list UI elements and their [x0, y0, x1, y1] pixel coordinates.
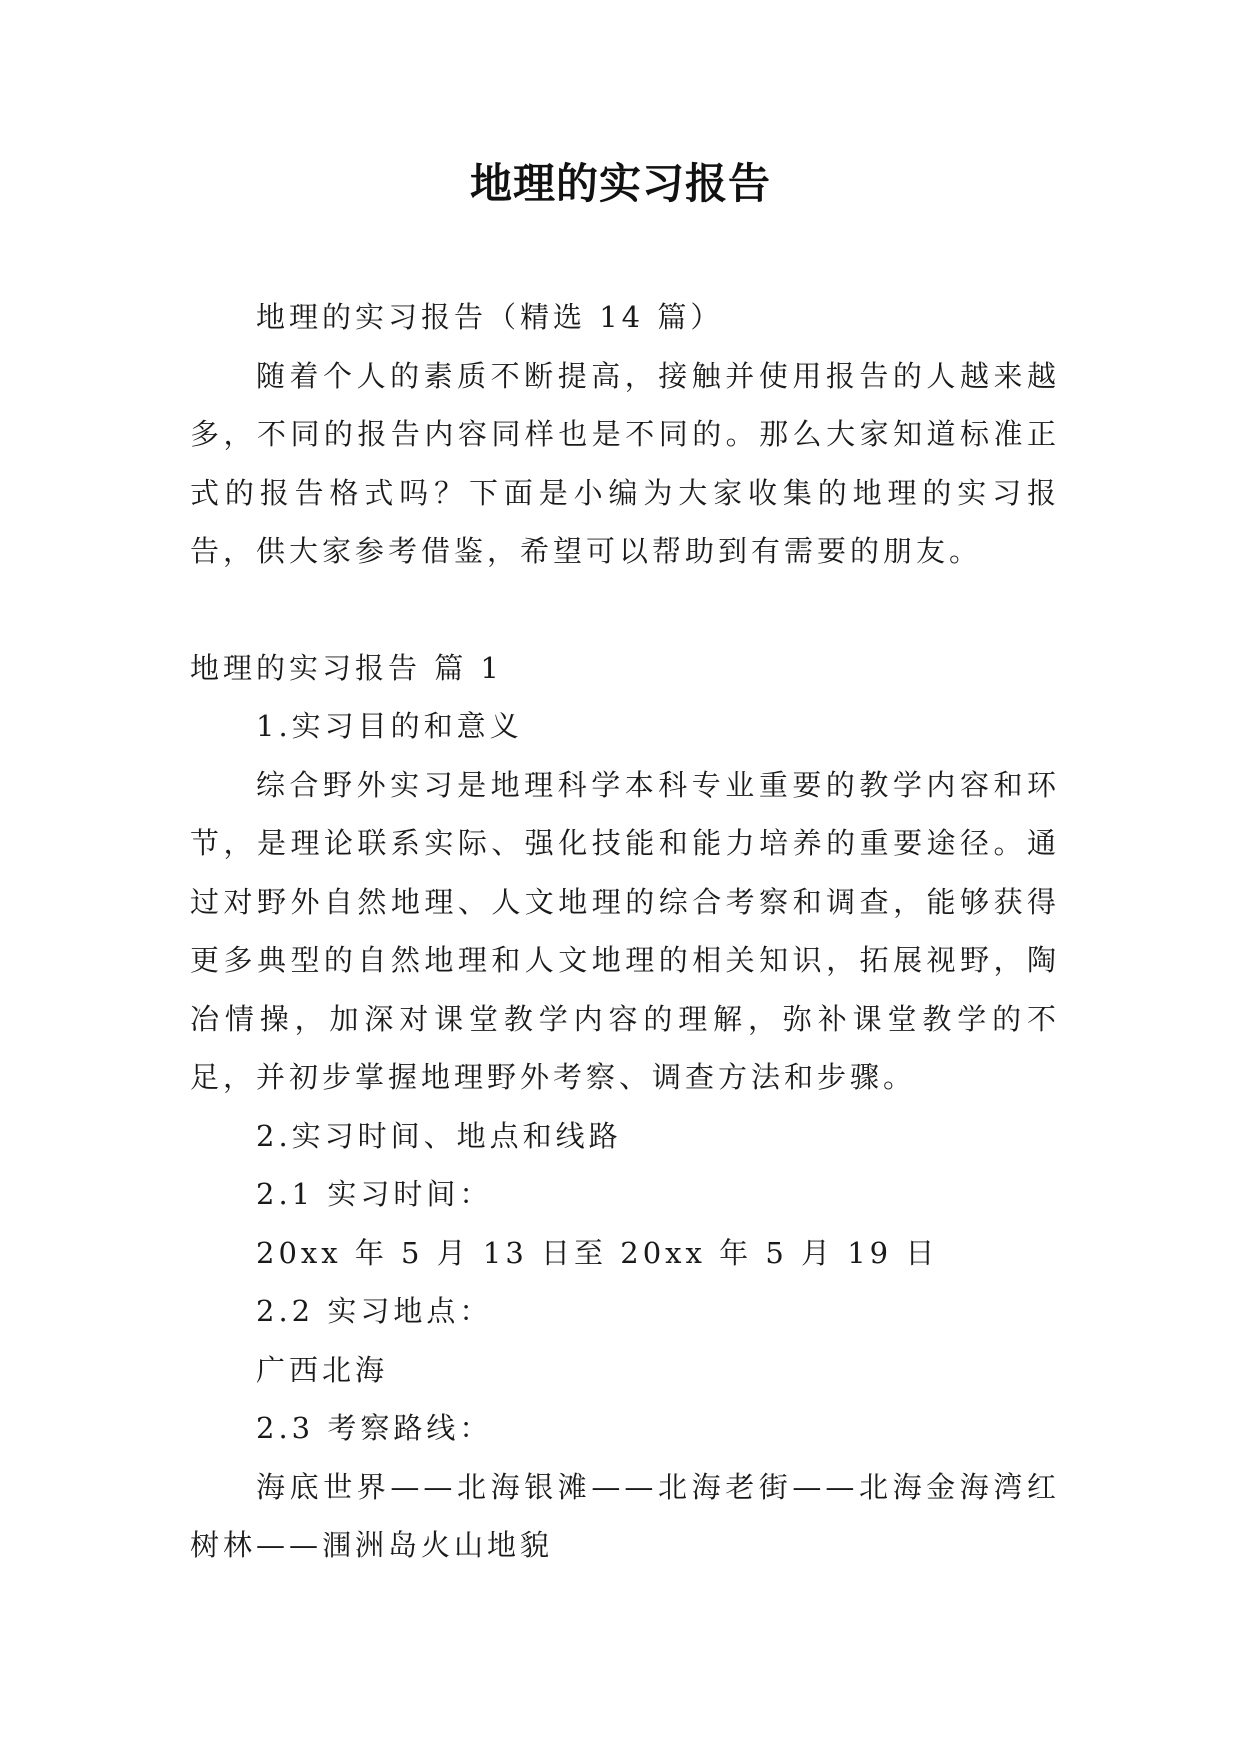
heading-time: 2.1 实习时间： — [256, 1177, 493, 1211]
purpose-paragraph: 综合野外实习是地理科学本科专业重要的教学内容和环节，是理论联系实际、强化技能和能力培养的重要途径。通过对野外自然地理、人文地理的综合考察和调查，能够获得更多典型的自然地理和人文地理的相关知识，拓展视野，陶冶情操，加深对课堂教学内容的理解，弥补课堂教学的不足，并初步掌握地理野外考察、调查方法和步骤。 — [190, 767, 1060, 1094]
section-heading: 地理的实习报告 篇 1 — [190, 650, 503, 685]
subtitle-paragraph: 地理的实习报告（精选 14 篇） — [256, 300, 724, 334]
time-value: 20xx 年 5 月 13 日至 20xx 年 5 月 19 日 — [256, 1235, 939, 1270]
document-body — [190, 288, 1060, 1575]
heading-place: 2.2 实习地点： — [256, 1294, 493, 1328]
intro-paragraph: 随着个人的素质不断提高，接触并使用报告的人越来越多，不同的报告内容同样也是不同的。那么大家知道标准正式的报告格式吗？下面是小编为大家收集的地理的实习报告，供大家参考借鉴，希望可以帮助到有需要的朋友。 — [190, 358, 1060, 568]
heading-route: 2.3 考察路线： — [256, 1411, 493, 1445]
heading-purpose: 1.实习目的和意义 — [256, 709, 523, 743]
route-value: 海底世界——北海银滩——北海老街——北海金海湾红树林——涠洲岛火山地貌 — [190, 1469, 1060, 1562]
heading-time-place-route: 2.实习时间、地点和线路 — [256, 1118, 622, 1153]
section-gap — [190, 581, 1060, 639]
place-value: 广西北海 — [256, 1352, 389, 1387]
document-title: 地理的实习报告 — [469, 159, 771, 208]
